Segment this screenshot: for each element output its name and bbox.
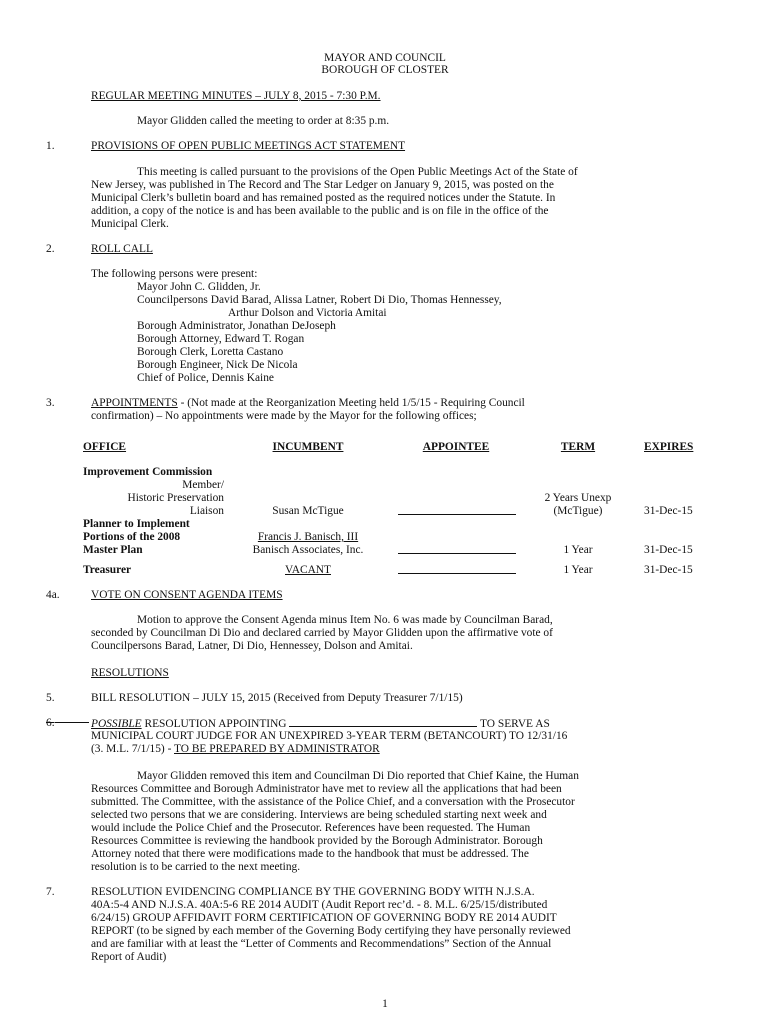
col-header-term: TERM <box>560 441 596 453</box>
appointee-blank <box>398 544 516 558</box>
section-1-line: addition, a copy of the notice is and has been available to the public and is on file in the office of the <box>91 205 549 217</box>
meeting-title: REGULAR MEETING MINUTES – JULY 8, 2015 - 7:30 P.M. <box>91 90 381 102</box>
incumbent-cell: Susan McTigue <box>272 505 344 517</box>
page-number: 1 <box>382 998 388 1010</box>
present-person: Arthur Dolson and Victoria Amitai <box>228 307 387 319</box>
expires-cell: 31-Dec-15 <box>644 544 693 556</box>
section-6-body-line: Resources Committee and Borough Administrator have met to review all the applications that had been <box>91 783 562 795</box>
appointee-blank <box>398 505 516 519</box>
section-5-number: 5. <box>46 692 55 704</box>
section-6-body-line: Mayor Glidden removed this item and Councilman Di Dio reported that Chief Kaine, the Human <box>137 770 579 782</box>
term-cell: 1 Year <box>563 544 593 556</box>
roll-call-intro: The following persons were present: <box>91 268 258 280</box>
section-1-line: This meeting is called pursuant to the provisions of the Open Public Meetings Act of the State of <box>137 166 578 178</box>
header-line-1: MAYOR AND COUNCIL <box>324 52 446 64</box>
incumbent-cell: VACANT <box>285 564 331 576</box>
section-6-body-line: would include the Police Chief and the Prosecutor. References have been requested. The Human <box>91 822 531 834</box>
section-1-number: 1. <box>46 140 55 152</box>
col-header-appointee: APPOINTEE <box>422 441 490 453</box>
incumbent-cell: Francis J. Banisch, III <box>257 531 359 543</box>
appointee-blank <box>398 564 516 578</box>
present-person: Borough Clerk, Loretta Castano <box>137 346 284 358</box>
expires-cell: 31-Dec-15 <box>644 505 693 517</box>
present-person: Borough Attorney, Edward T. Rogan <box>137 333 305 345</box>
incumbent-cell: Banisch Associates, Inc. <box>252 544 364 556</box>
term-cell: (McTigue) <box>553 505 603 517</box>
header-line-2: BOROUGH OF CLOSTER <box>321 64 449 76</box>
office-improvement-commission: Improvement Commission <box>83 466 213 478</box>
section-4a-number: 4a. <box>46 589 60 601</box>
call-to-order: Mayor Glidden called the meeting to order at 8:35 p.m. <box>137 115 390 127</box>
term-cell: 1 Year <box>563 564 593 576</box>
section-4a-line: Councilpersons Barad, Latner, Di Dio, Hennessey, Dolson and Amitai. <box>91 640 413 652</box>
section-6-line-2: MUNICIPAL COURT JUDGE FOR AN UNEXPIRED 3-YEAR TERM (BETANCOURT) TO 12/31/16 <box>91 730 568 742</box>
col-header-expires: EXPIRES <box>644 441 694 453</box>
col-header-incumbent: INCUMBENT <box>272 441 344 453</box>
section-7-line: and are familiar with at least the “Letter of Comments and Recommendations” Section of the Annual <box>91 938 552 950</box>
present-person: Chief of Police, Dennis Kaine <box>137 372 274 384</box>
section-1-line: Municipal Clerk. <box>91 218 169 230</box>
section-6-line-3: (3. M.L. 7/1/15) - TO BE PREPARED BY ADMINISTRATOR <box>91 743 380 755</box>
section-1-line: Municipal Clerk’s bulletin board and has remained posted as the required notices under the Statute. In <box>91 192 556 204</box>
section-6-body-line: submitted. The Committee, with the assistance of the Police Chief, and a conversation with the Prosecutor <box>91 796 575 808</box>
present-person: Mayor John C. Glidden, Jr. <box>137 281 261 293</box>
section-3-number: 3. <box>46 397 55 409</box>
section-6-body-line: selected two persons that we are considering. Interviews are being scheduled starting next week and <box>91 809 547 821</box>
section-3-line-1 <box>91 397 525 410</box>
office-planner: Portions of the 2008 <box>83 531 181 543</box>
section-7-line: Report of Audit) <box>91 951 167 963</box>
section-6-body-line: resolution is to be carried to the next meeting. <box>91 861 301 873</box>
section-7-line: 6/24/15) GROUP AFFIDAVIT FORM CERTIFICATION OF GOVERNING BODY RE 2014 AUDIT <box>91 912 557 924</box>
expires-cell: 31-Dec-15 <box>644 564 693 576</box>
section-3-line-2: confirmation) – No appointments were made by the Mayor for the following offices; <box>91 410 477 422</box>
present-person: Borough Administrator, Jonathan DeJoseph <box>137 320 336 332</box>
office-planner: Planner to Implement <box>83 518 190 530</box>
section-2-number: 2. <box>46 243 55 255</box>
section-1-line: New Jersey, was published in The Record and The Star Ledger on January 9, 2015, was posted on the <box>91 179 554 191</box>
section-6-line-1: POSSIBLE RESOLUTION APPOINTING TO SERVE AS <box>91 718 550 730</box>
office-liaison: Liaison <box>189 505 224 517</box>
section-1-title: PROVISIONS OF OPEN PUBLIC MEETINGS ACT STATEMENT <box>91 140 406 152</box>
section-5-text: BILL RESOLUTION – JULY 15, 2015 (Received from Deputy Treasurer 7/1/15) <box>91 692 463 704</box>
section-7-number: 7. <box>46 886 55 898</box>
section-4a-line: seconded by Councilman Di Dio and declared carried by Mayor Glidden upon the affirmative vote of <box>91 627 553 639</box>
section-2-title: ROLL CALL <box>91 243 153 255</box>
section-7-line: 40A:5-4 AND N.J.S.A. 40A:5-6 RE 2014 AUDIT (Audit Report rec’d. - 8. M.L. 6/25/15/distributed <box>91 899 548 911</box>
section-4a-line: Motion to approve the Consent Agenda minus Item No. 6 was made by Councilman Barad, <box>137 614 553 626</box>
present-person: Councilpersons David Barad, Alissa Latner, Robert Di Dio, Thomas Hennessey, <box>137 294 502 306</box>
section-6-body-line: Attorney noted that there were modifications made to the handbook that must be addressed. The <box>91 848 529 860</box>
section-6-possible: POSSIBLE <box>91 718 142 730</box>
present-person: Borough Engineer, Nick De Nicola <box>137 359 298 371</box>
office-treasurer: Treasurer <box>83 564 132 576</box>
section-4a-title: VOTE ON CONSENT AGENDA ITEMS <box>91 589 283 601</box>
section-6-number: 6. <box>46 717 89 730</box>
section-3-line-1-rest: - (Not made at the Reorganization Meeting held 1/5/15 - Requiring Council <box>177 397 525 409</box>
section-7-line: REPORT (to be signed by each member of the Governing Body certifying they have personally reviewed <box>91 925 571 937</box>
office-member: Member/ <box>182 479 224 491</box>
section-6-body-line: Resources Committee is reviewing the handbook provided by the Borough Administrator. Borough <box>91 835 543 847</box>
col-header-office: OFFICE <box>83 441 127 453</box>
office-planner: Master Plan <box>83 544 143 556</box>
section-3-title: APPOINTMENTS <box>91 397 178 409</box>
term-cell: 2 Years Unexp <box>544 492 612 504</box>
office-historic-preservation: Historic Preservation <box>127 492 224 504</box>
resolutions-heading: RESOLUTIONS <box>91 667 169 679</box>
section-7-line: RESOLUTION EVIDENCING COMPLIANCE BY THE GOVERNING BODY WITH N.J.S.A. <box>91 886 535 898</box>
